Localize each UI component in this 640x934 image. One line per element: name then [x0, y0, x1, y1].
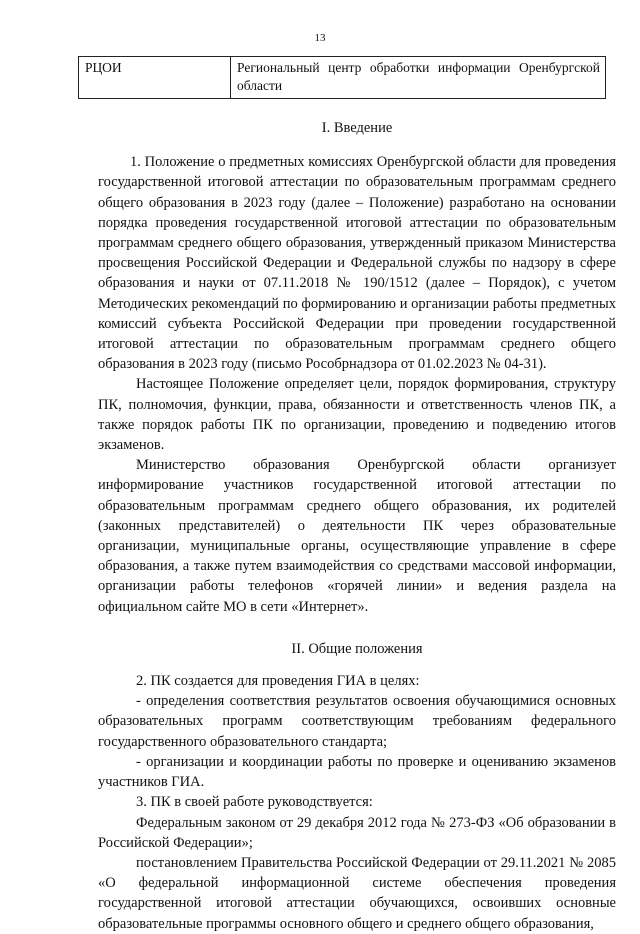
section-heading-introduction: I. Введение — [321, 120, 393, 136]
abbreviation-table — [78, 56, 606, 99]
list-item: - организации и координации работы по проверке и оцениванию экзаменов участников ГИА. — [98, 753, 616, 791]
section-heading-general: II. Общие положения — [291, 640, 423, 657]
paragraph: 1. Положение о предметных комиссиях Оренбургской области для проведения государственной итоговой аттестации по образовательным программам среднего общего образования в 2023 году (далее – Положение) разработано на основании порядка проведения государственной итоговой аттестации по образовательным программам среднего общего образования, утвержденный приказом Министерства просвещения Российской Федерации и Федеральной службы по надзору в сфере образования и науки от 07.11.2018 № 190/1512 (далее – Порядок), с учетом Методических рекомендаций по формированию и организации работы предметных комиссий субъекта Российской Федерации при проведении государственной итоговой аттестации по образовательным программам среднего общего образования в 2023 году (письмо Рособрнадзора от 01.02.2023 № 04-31). — [98, 154, 616, 373]
paragraph: Настоящее Положение определяет цели, порядок формирования, структуру ПК, полномочия, функции, права, обязанности и ответственность членов ПК, а также порядок работы ПК по организации, проведению и подведению итогов экзаменов. — [98, 376, 616, 454]
paragraph: постановлением Правительства Российской Федерации от 29.11.2021 № 2085 «О федеральной информационной системе обеспечения проведения государственной итоговой аттестации обучающихся, освоивших основные образовательные программы основного общего и среднего общего образования, — [98, 854, 616, 932]
page-number: 13 — [314, 32, 326, 44]
paragraph: Министерство образования Оренбургской области организует информирование участников государственной итоговой аттестации по образовательным программам среднего общего образования, их родителей (законных представителей) о деятельности ПК через образовательные организации, муниципальные органы, осуществляющие управление в сфере образования, а также путем взаимодействия со средствами массовой информации, организации работы телефонов «горячей линии» и ведения раздела на официальном сайте МО в сети «Интернет». — [98, 457, 616, 615]
table-row — [79, 57, 606, 99]
abbreviation-definition-cell: Региональный центр обработки информации Оренбургской области — [231, 57, 606, 99]
paragraph: 3. ПК в своей работе руководствуется: — [136, 794, 373, 811]
paragraph: Федеральным законом от 29 декабря 2012 года № 273-ФЗ «Об образовании в Российской Федерации»; — [98, 814, 616, 851]
abbreviation-cell: РЦОИ — [79, 57, 231, 99]
list-item: - определения соответствия результатов освоения обучающимися основных образовательных программ соответствующим требованиям федерального государственного образовательного стандарта; — [98, 693, 616, 750]
document-body — [98, 118, 616, 934]
paragraph: 2. ПК создается для проведения ГИА в целях: — [136, 673, 420, 690]
